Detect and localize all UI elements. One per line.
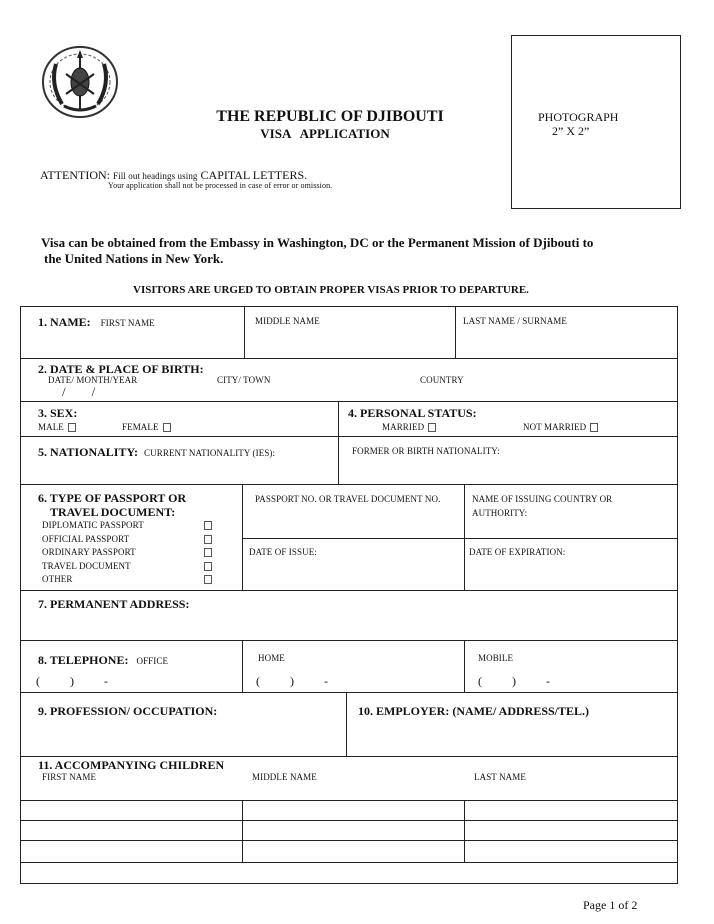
profession-label: 9. PROFESSION/ OCCUPATION: xyxy=(38,704,218,718)
attention-prefix: ATTENTION: xyxy=(40,168,110,182)
mobile-phone-label: MOBILE xyxy=(478,653,514,663)
child-first-name-header: FIRST NAME xyxy=(42,772,97,782)
home-phone-field[interactable]: ( ) - xyxy=(256,674,328,688)
name-label: 1. NAME: xyxy=(38,315,91,329)
passport-option-ordinary[interactable]: ORDINARY PASSPORT xyxy=(42,547,207,557)
former-nationality-field[interactable]: FORMER OR BIRTH NATIONALITY: xyxy=(352,446,500,456)
office-phone-label: OFFICE xyxy=(136,656,169,666)
employer-label: 10. EMPLOYER: (NAME/ ADDRESS/TEL.) xyxy=(358,704,590,718)
married-checkbox[interactable] xyxy=(428,423,436,432)
photograph-size: 2” X 2” xyxy=(552,124,590,138)
mobile-phone-field[interactable]: ( ) - xyxy=(478,674,550,688)
not-married-checkbox[interactable] xyxy=(590,423,598,432)
male-checkbox[interactable] xyxy=(68,423,76,432)
passport-option-travel-document[interactable]: TRAVEL DOCUMENT xyxy=(42,561,207,571)
notice-line-1: Visa can be obtained from the Embassy in Washington, DC or the Permanent Mission of Djibouti to xyxy=(41,235,594,250)
child-last-name-header: LAST NAME xyxy=(474,772,526,782)
notice-line-2: the United Nations in New York. xyxy=(44,251,224,266)
attention-text: Fill out headings using xyxy=(112,171,198,181)
date-of-issue-field[interactable]: DATE OF ISSUE: xyxy=(249,547,317,557)
name-section[interactable] xyxy=(38,313,155,331)
birth-date-slashes: / / xyxy=(62,384,96,399)
passport-option-official[interactable]: OFFICIAL PASSPORT xyxy=(42,534,207,544)
status-not-married-option[interactable]: NOT MARRIED xyxy=(523,422,598,432)
passport-type-label: 6. TYPE OF PASSPORT OR xyxy=(38,491,187,505)
other-checkbox[interactable] xyxy=(204,575,212,584)
page-number: Page 1 of 2 xyxy=(583,898,638,912)
office-phone-field[interactable]: ( ) - xyxy=(36,674,108,688)
travel-document-checkbox[interactable] xyxy=(204,562,212,571)
form-subtitle: VISA APPLICATION xyxy=(260,126,390,141)
passport-option-diplomatic[interactable]: DIPLOMATIC PASSPORT xyxy=(42,520,207,530)
home-phone-label: HOME xyxy=(258,653,285,663)
official-checkbox[interactable] xyxy=(204,535,212,544)
ordinary-checkbox[interactable] xyxy=(204,548,212,557)
form-frame xyxy=(20,306,678,884)
middle-name-field[interactable]: MIDDLE NAME xyxy=(255,316,320,326)
first-name-field: FIRST NAME xyxy=(100,318,155,328)
diplomatic-checkbox[interactable] xyxy=(204,521,212,530)
sex-male-option[interactable]: MALE xyxy=(38,422,76,432)
photograph-label: PHOTOGRAPH xyxy=(538,110,619,124)
attention-note: Your application shall not be processed in case of error or omission. xyxy=(108,181,333,190)
passport-number-field[interactable]: PASSPORT NO. OR TRAVEL DOCUMENT NO. xyxy=(255,494,441,504)
female-checkbox[interactable] xyxy=(163,423,171,432)
nationality-section[interactable] xyxy=(38,443,275,461)
attention-caps: CAPITAL LETTERS. xyxy=(200,168,308,182)
birth-city-field[interactable]: CITY/ TOWN xyxy=(217,375,271,385)
passport-option-other[interactable]: OTHER xyxy=(42,574,207,584)
date-of-expiration-field[interactable]: DATE OF EXPIRATION: xyxy=(469,547,566,557)
departure-warning: VISITORS ARE URGED TO OBTAIN PROPER VISAS PRIOR TO DEPARTURE. xyxy=(133,284,529,296)
last-name-field[interactable]: LAST NAME / SURNAME xyxy=(463,316,567,326)
current-nationality-field: CURRENT NATIONALITY (IES): xyxy=(144,448,276,458)
permanent-address-field[interactable] xyxy=(22,614,676,638)
permanent-address-label: 7. PERMANENT ADDRESS: xyxy=(38,597,190,611)
employer-field[interactable] xyxy=(348,720,676,754)
passport-type-label-2: TRAVEL DOCUMENT: xyxy=(50,505,176,519)
birth-label: 2. DATE & PLACE OF BIRTH: xyxy=(38,362,204,376)
child-middle-name-header: MIDDLE NAME xyxy=(252,772,317,782)
photograph-box[interactable] xyxy=(511,35,681,209)
personal-status-label: 4. PERSONAL STATUS: xyxy=(348,406,477,420)
birth-country-field[interactable]: COUNTRY xyxy=(420,375,464,385)
accompanying-children-label: 11. ACCOMPANYING CHILDREN xyxy=(38,758,225,772)
issuing-authority-field[interactable]: NAME OF ISSUING COUNTRY OR xyxy=(472,494,613,504)
telephone-label: 8. TELEPHONE: xyxy=(38,653,129,667)
sex-female-option[interactable]: FEMALE xyxy=(122,422,171,432)
issuing-authority-field-2: AUTHORITY: xyxy=(472,508,528,518)
form-title: THE REPUBLIC OF DJIBOUTI xyxy=(216,108,444,125)
telephone-section xyxy=(38,651,168,669)
djibouti-emblem-seal xyxy=(40,44,120,120)
birth-date-field[interactable]: DATE/ MONTH/YEAR xyxy=(48,375,138,385)
nationality-label: 5. NATIONALITY: xyxy=(38,445,139,459)
profession-field[interactable] xyxy=(22,720,344,754)
sex-label: 3. SEX: xyxy=(38,406,78,420)
status-married-option[interactable]: MARRIED xyxy=(382,422,436,432)
